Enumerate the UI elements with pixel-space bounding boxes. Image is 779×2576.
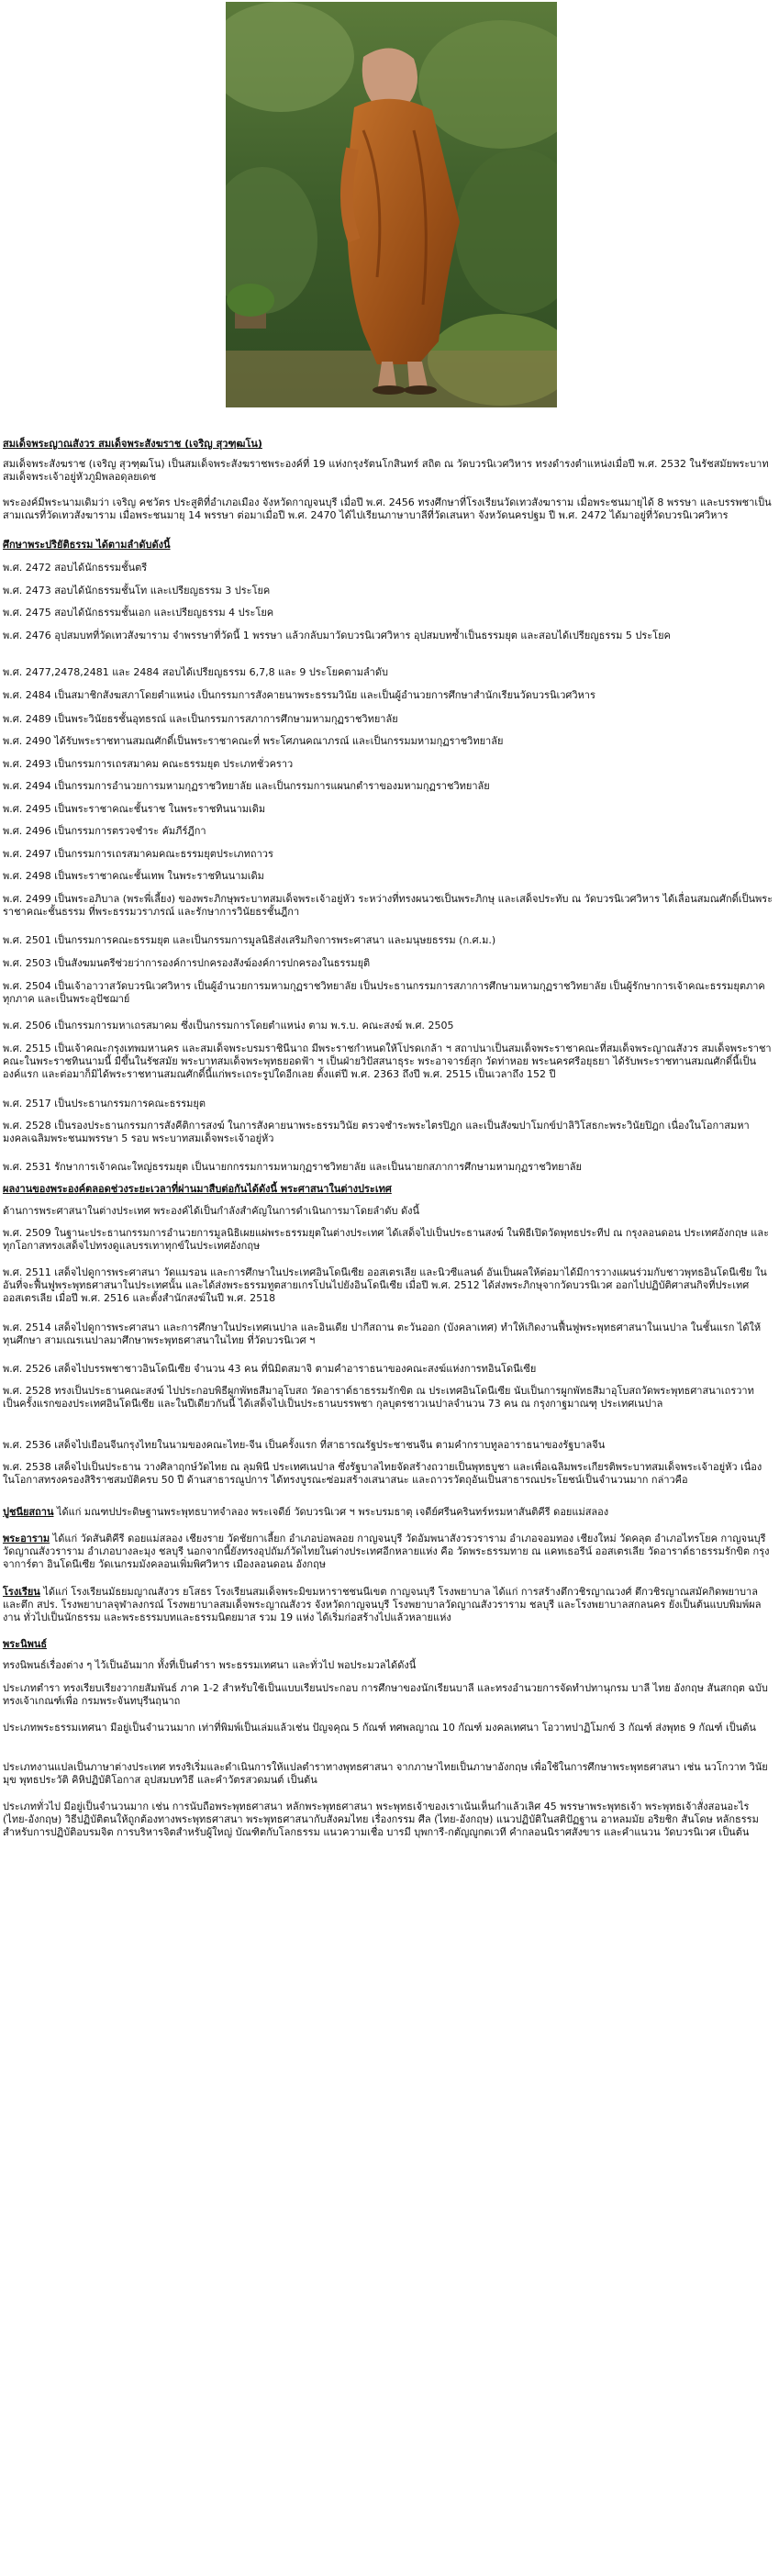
edu-item: พ.ศ. 2495 เป็นพระราชาคณะชั้นราช ในพระราชทินนามเดิม xyxy=(3,803,266,815)
edu-item: พ.ศ. 2531 รักษาการเจ้าคณะใหญ่ธรรมยุต เป็นนายกกรรมการมหามกุฏราชวิทยาลัย และเป็นนายกสภาการศึกษามหามกุฏราชวิทยาลัย xyxy=(3,1161,582,1173)
misc-paragraph xyxy=(3,1586,773,1624)
edu-item: พ.ศ. 2506 เป็นกรรมการมหาเถรสมาคม ซึ่งเป็นกรรมการโดยตำแหน่ง ตาม พ.ร.บ. คณะสงฆ์ พ.ศ. 2505 xyxy=(3,1020,454,1032)
page-heading: สมเด็จพระญาณสังวร สมเด็จพระสังฆราช (เจริญ สุวฑฺฒโน) xyxy=(3,438,262,450)
misc-label: พระอาราม xyxy=(3,1533,50,1544)
misc-paragraph xyxy=(3,1533,773,1571)
edu-item: พ.ศ. 2496 เป็นกรรมการตรวจชำระ คัมภีร์ฎีกา xyxy=(3,825,206,837)
edu-item: พ.ศ. 2493 เป็นกรรมการเถรสมาคม คณะธรรมยุต ประเภทชั่วคราว xyxy=(3,758,294,770)
works-item: ประเภทพระธรรมเทศนา มีอยู่เป็นจำนวนมาก เท่าที่พิมพ์เป็นเล่มแล้วเช่น ปัญจคุณ 5 กัณฑ์ ทศพลญาณ 10 กัณฑ์ มงคลเทศนา โอวาทปาฏิโมกข์ 3 กัณฑ์ ส่งพุทธ 9 กัณฑ์ เป็นต้น xyxy=(3,1722,756,1734)
foreign-item: พ.ศ. 2536 เสด็จไปเยือนจีนกรุงไทยในนามของคณะไทย-จีน เป็นครั้งแรก ที่สาธารณรัฐประชาชนจีน ตามคำกราบทูลอาราธนาของรัฐบาลจีน xyxy=(3,1439,606,1451)
foreign-item: พ.ศ. 2514 เสด็จไปดูการพระศาสนา และการศึกษาในประเทศเนปาล และอินเดีย ปากีสถาน ตะวันออก (บังคลาเทศ) ทำให้เกิดงานฟื้นฟูพระพุทธศาสนาในเนปาล ในชั้นแรก ได้ให้ทุนศึกษา สามเณรเนปาลมาศึกษาพระพุทธศาสนาในไทย ที่วัดบวรนิเวศ ฯ xyxy=(3,1321,762,1346)
edu-item: พ.ศ. 2477,2478,2481 และ 2484 สอบได้เปรียญธรรม 6,7,8 และ 9 ประโยคตามลำดับ xyxy=(3,666,388,678)
misc-text: ได้แก่ วัดสันติคีรี ดอยแม่สลอง เชียงราย วัดชัยกาเลี้ยก อำเภอบ่อพลอย กาญจนบุรี วัดอัมพนาสังวรวราราม อำเภอจอมทอง เชียงใหม่ วัดคลุต อำเภอไทรโยค กาญจนบุรี วัดญาณสังวราราม อำเภอบางละมุง ชลบุรี นอกจากนี้ยังทรงอุปถัมภ์วัดไทยในต่างประเทศอีกหลายแห่ง คือ วัดพระธรรมทาย ณ แคทเธอรีน์ ออสเตรเลีย วัดอาราด์ธาธรรมรักขิต กรุงจาการ์ตา อินโดนีเซีย วัดเนกรมมังคลอนเพิ่มพิศวิหาร เมืองลอนดอน อังกฤษ xyxy=(3,1533,770,1570)
misc-label: ปูชนียสถาน xyxy=(3,1506,54,1518)
edu-item: พ.ศ. 2504 เป็นเจ้าอาวาสวัดบวรนิเวศวิหาร เป็นผู้อำนวยการมหามกุฏราชวิทยาลัย เป็นประธานกรรมการสภาการศึกษามหามกุฏราชวิทยาลัย เป็นผู้รักษาการเจ้าคณะธรรมยุตภาคทุกภาค และเป็นพระอุปัชฌาย์ xyxy=(3,980,765,1005)
foreign-item: พ.ศ. 2511 เสด็จไปดูการพระศาสนา วัดแมรอน และการศึกษาในประเทศอินโดนีเซีย ออสเตรเลีย และนิวซีแลนด์ อันเป็นผลให้ต่อมาได้มีการวางแผนร่วมกับชาวพุทธอินโดนีเซีย ในอันที่จะฟื้นฟูพระพุทธศาสนาในประเทศนั้น และได้ส่งพระธรรมทูตสายเกรโปนไปยังอินโดนีเซีย เมื่อปี พ.ศ. 2512 ได้ส่งพระภิกษุจากวัดบวรนิเวศ ออกไปปฏิบัติศาสนกิจที่ประเทศออสเตรเลีย เมื่อปี พ.ศ. 2516 และตั้งสำนักสงฆ์ในปี พ.ศ. 2518 xyxy=(3,1266,767,1304)
foreign-section-subtitle: ด้านการพระศาสนาในต่างประเทศ พระองค์ได้เป็นกำลังสำคัญในการดำเนินการมาโดยลำดับ ดังนี้ xyxy=(3,1205,420,1217)
edu-item: พ.ศ. 2499 เป็นพระอภิบาล (พระพี่เลี้ยง) ของพระภิกษุพระบาทสมเด็จพระเจ้าอยู่หัว ระหว่างที่ทรงผนวชเป็นพระภิกษุ และเสด็จประทับ ณ วัดบวรนิเวศวิหาร ได้เลื่อนสมณศักดิ์เป็นพระราชาคณะชั้นธรรม ที่พระธรรมวราภรณ์ และรักษาการวินัยธรชั้นฎีกา xyxy=(3,893,773,918)
edu-item: พ.ศ. 2473 สอบได้นักธรรมชั้นโท และเปรียญธรรม 3 ประโยค xyxy=(3,585,271,597)
works-intro: ทรงนิพนธ์เรื่องต่าง ๆ ไว้เป็นอันมาก ทั้งที่เป็นตำรา พระธรรมเทศนา และทั่วไป พอประมวลได้ดังนี้ xyxy=(3,1659,417,1671)
portrait-photo xyxy=(226,2,557,407)
misc-label: โรงเรียน xyxy=(3,1586,40,1598)
works-section-title: พระนิพนธ์ xyxy=(3,1638,48,1650)
foreign-item: พ.ศ. 2509 ในฐานะประธานกรรมการอำนวยการมูลนิธิเผยแผ่พระธรรมยุตในต่างประเทศ ได้เสด็จไปเป็นประธานสงฆ์ ในพิธีเปิดวัดพุทธประทีป ณ กรุงลอนดอน ประเทศอังกฤษ และทุกโอกาสทรงเสด็จไปทรงดูแลบรรเทาทุกข์ในประเทศอังกฤษ xyxy=(3,1227,769,1252)
foreign-item: พ.ศ. 2528 ทรงเป็นประธานคณะสงฆ์ ไปประกอบพิธีผูกพัทธสีมาอุโบสถ วัดอาราด์ธาธรรมรักขิต ณ ประเทศอินโดนีเซีย นับเป็นการผูกพัทธสีมาอุโบสถวัดพระพุทธศาสนาเถรวาท เป็นครั้งแรกของประเทศอินโดนีเซีย และในปีเดียวกันนี้ ได้เสด็จไปเป็นประธานบรรพชา กุลบุตรชาวเนปาลจำนวน 73 คน ณ กรุงกาฐมาณฑุ ประเทศเนปาล xyxy=(3,1385,754,1410)
education-section-title: ศึกษาพระปริยัติธรรม ได้ตามลำดับดังนี้ xyxy=(3,539,171,551)
edu-item: พ.ศ. 2472 สอบได้นักธรรมชั้นตรี xyxy=(3,562,148,574)
edu-item: พ.ศ. 2497 เป็นกรรมการเถรสมาคมคณะธรรมยุตประเภทถาวร xyxy=(3,848,273,860)
edu-item: พ.ศ. 2528 เป็นรองประธานกรรมการสังคีติการสงฆ์ ในการสังคายนาพระธรรมวินัย ตรวจชำระพระไตรปิฎก และเป็นสังฆปาโมกข์ปาลิวิโสธกะพระวินัยปิฎก เนื่องในโอกาสมหามงคลเฉลิมพระชนมพรรษา 5 รอบ พระบาทสมเด็จพระเจ้าอยู่หัว xyxy=(3,1120,750,1144)
edu-item: พ.ศ. 2498 เป็นพระราชาคณะชั้นเทพ ในพระราชทินนามเดิม xyxy=(3,870,264,882)
intro-paragraph: พระองค์มีพระนามเดิมว่า เจริญ คชวัตร ประสูติที่อำเภอเมือง จังหวัดกาญจนบุรี เมื่อปี พ.ศ. 2456 ทรงศึกษาที่โรงเรียนวัดเทวสังฆาราม เมื่อพระชนมายุได้ 8 พรรษา และบรรพชาเป็นสามเณรที่วัดเทวสังฆาราม เมื่อพระชนมายุ 14 พรรษา ต่อมาเมื่อปี พ.ศ. 2470 ได้ไปเรียนภาษาบาลีที่วัดเสนหา จังหวัดนครปฐม ปี พ.ศ. 2472 ได้มาอยู่ที่วัดบวรนิเวศวิหาร xyxy=(3,496,772,521)
monk-portrait-illustration xyxy=(226,2,557,407)
works-item: ประเภททั่วไป มีอยู่เป็นจำนวนมาก เช่น การนับถือพระพุทธศาสนา หลักพระพุทธศาสนา พระพุทธเจ้าของเราเน้นเห็นกำแล้วเลิศ 45 พรรษาพระพุทธเจ้า พระพุทธเจ้าสั่งสอนอะไร (ไทย-อังกฤษ) วิธีปฏิบัติตนให้ถูกต้องทางพระพุทธศาสนา พระพุทธศาสนากับสังคมไทย เรื่องกรรม ศีล (ไทย-อังกฤษ) แนวปฏิบัติในสติปัฏฐาน อาหลมมัย อริยชิก สันโดษ หลักธรรมสำหรับการปฏิบัติอบรมจิต การบริหารจิตสำหรับผู้ใหญ่ บัณฑิตกับโลกธรรม แนวความเชื่อ บารมี บุพการี-กตัญญูกตเวที คำกลอนนิราศสังขาร และคำแนวน วัดบวรนิเวศ เป็นต้น xyxy=(3,1801,759,1838)
misc-paragraph xyxy=(3,1506,773,1519)
edu-item: พ.ศ. 2475 สอบได้นักธรรมชั้นเอก และเปรียญธรรม 4 ประโยค xyxy=(3,607,274,619)
foreign-section-title: ผลงานของพระองค์ตลอดช่วงระยะเวลาที่ผ่านมาสืบต่อกันได้ดังนี้ พระศาสนาในต่างประเทศ xyxy=(3,1183,392,1195)
works-item: ประเภทงานแปลเป็นภาษาต่างประเทศ ทรงริเริ่มและดำเนินการให้แปลตำราทางพุทธศาสนา จากภาษาไทยเป็นภาษาอังกฤษ เพื่อใช้ในการศึกษาพระพุทธศาสนา เช่น นวโกวาท วินัยมุข พุทธประวัติ คิหิปฏิบัติโอกาส อุปสมบทวิธี และคำวัตรสวดมนต์ เป็นต้น xyxy=(3,1761,768,1786)
edu-item: พ.ศ. 2515 เป็นเจ้าคณะกรุงเทพมหานคร และสมเด็จพระบรมราชินีนาถ มีพระราชกำหนดให้โปรดเกล้า ฯ สถาปนาเป็นสมเด็จพระราชาคณะที่สมเด็จพระญาณสังวร สมเด็จพระราชาคณะในพระราชทินนามนี้ มีขึ้นในรัชสมัย พระบาทสมเด็จพระพุทธยอดฟ้า ฯ เป็นฝ่ายวิปัสสนาธุระ พระอาจารย์สุก วัดท่าหอย พระนครศรีอยุธยา ได้รับพระราชทานสมณศักดิ์นี้เป็นองค์แรก และต่อมาก็มิได้พระราชทานสมณศักดิ์นี้แก่พระเถระรูปใดอีกเลย ตั้งแต่ปี พ.ศ. 2363 ถึงปี พ.ศ. 2515 เป็นเวลาถึง 152 ปี xyxy=(3,1043,772,1080)
edu-item: พ.ศ. 2489 เป็นพระวินัยธรชั้นอุทธรณ์ และเป็นกรรมการสภาการศึกษามหามกุฏราชวิทยาลัย xyxy=(3,713,398,725)
foreign-item: พ.ศ. 2526 เสด็จไปบรรพชาชาวอินโดนีเซีย จำนวน 43 คน ที่นิมิตสมาจิ ตามคำอาราธนาของคณะสงฆ์แห่งการทอินโดนีเซีย xyxy=(3,1363,537,1375)
edu-item: พ.ศ. 2476 อุปสมบทที่วัดเทวสังฆาราม จำพรรษาที่วัดนี้ 1 พรรษา แล้วกลับมาวัดบวรนิเวศวิหาร อุปสมบทซ้ำเป็นธรรมยุต และสอบได้เปรียญธรรม 5 ประโยค xyxy=(3,630,671,641)
edu-item: พ.ศ. 2490 ได้รับพระราชทานสมณศักดิ์เป็นพระราชาคณะที่ พระโศภนคณาภรณ์ และเป็นกรรมมหามกุฏราชวิทยาลัย xyxy=(3,735,504,747)
misc-text: ได้แก่ มณฑปประดิษฐานพระพุทธบาทจำลอง พระเจดีย์ วัดบวรนิเวศ ฯ พระบรมธาตุ เจดีย์ศรีนครินทร์หรมหาสันติคีรี ดอยแม่สลอง xyxy=(53,1506,609,1518)
edu-item: พ.ศ. 2494 เป็นกรรมการอำนวยการมหามกุฏราชวิทยาลัย และเป็นกรรมการแผนกตำราของมหามกุฏราชวิทยาลัย xyxy=(3,780,490,792)
edu-item: พ.ศ. 2484 เป็นสมาชิกสังฆสภาโดยตำแหน่ง เป็นกรรมการสังคายนาพระธรรมวินัย และเป็นผู้อำนวยการศึกษาสำนักเรียนวัดบวรนิเวศวิหาร xyxy=(3,689,595,701)
edu-item: พ.ศ. 2517 เป็นประธานกรรมการคณะธรรมยุต xyxy=(3,1098,206,1110)
misc-text: ได้แก่ โรงเรียนมัธยมญาณสังวร ยโสธร โรงเรียนสมเด็จพระมิขมหาราชชนนีเขต กาญจนบุรี โรงพยาบาล ได้แก่ การสร้างตึกวชิรญาณวงศ์ ตึกวชิรญาณสมัคกิดพยาบาล และตึก สปร. โรงพยาบาลจุฬาลงกรณ์ โรงพยาบาลสมเด็จพระญาณสังวร จังหวัดกาญจนบุรี โรงพยาบาลวัดญาณสังวราราม ชลบุรี และโรงพยาบาลสกลนคร ยังเป็นต้นแบบพิมพ์ผลงาน ทั่วไปเป็นนักธรรม และพระธรรมบทและธรรมนิตยมาส รวม 19 แห่ง ได้เริ่มก่อสร้างไปแล้วหลายแห่ง xyxy=(3,1586,762,1623)
works-item: ประเภทตำรา ทรงเรียบเรียงวากยสัมพันธ์ ภาค 1-2 สำหรับใช้เป็นแบบเรียนประกอบ การศึกษาของนักเรียนบาลี และทรงอำนวยการจัดทำปทานุกรม บาลี ไทย อังกฤษ สันสกฤต ฉบับทรงเจ้าเกณฑ์เพื่อ กรมพระจันทบุรีนฤนาถ xyxy=(3,1682,768,1707)
edu-item: พ.ศ. 2503 เป็นสังฆมนตรีช่วยว่าการองค์การปกครองสังฆ์องค์การปกครองในธรรมยุติ xyxy=(3,957,371,969)
foreign-item: พ.ศ. 2538 เสด็จไปเป็นประธาน วางศิลาฤกษ์วัดไทย ณ ลุมพินี ประเทศเนปาล ซึ่งรัฐบาลไทยจัดสร้างถวายเป็นพุทธบูชา และเพื่อเฉลิมพระเกียรติพระบาทสมเด็จพระเจ้าอยู่หัว เนื่องในโอกาสทรงครองสิริราชสมบัติครบ 50 ปี ด้านสาธารณูปการ ได้ทรงบูรณะซ่อมสร้างเสนาสนะ และถาวรวัตถุอันเป็นสาธารณประโยชน์เป็นจำนวนมาก กล่าวคือ xyxy=(3,1461,762,1486)
edu-item: พ.ศ. 2501 เป็นกรรมการคณะธรรมยุต และเป็นกรรมการมูลนิธิส่งเสริมกิจการพระศาสนา และมนุษยธรรม (ก.ศ.ม.) xyxy=(3,934,496,946)
intro-paragraph: สมเด็จพระสังฆราช (เจริญ สุวฑฺฒโน) เป็นสมเด็จพระสังฆราชพระองค์ที่ 19 แห่งกรุงรัตนโกสินทร์ สถิต ณ วัดบวรนิเวศวิหาร ทรงดำรงตำแหน่งเมื่อปี พ.ศ. 2532 ในรัชสมัยพระบาทสมเด็จพระเจ้าอยู่หัวภูมิพลอดุลยเดช xyxy=(3,458,769,483)
